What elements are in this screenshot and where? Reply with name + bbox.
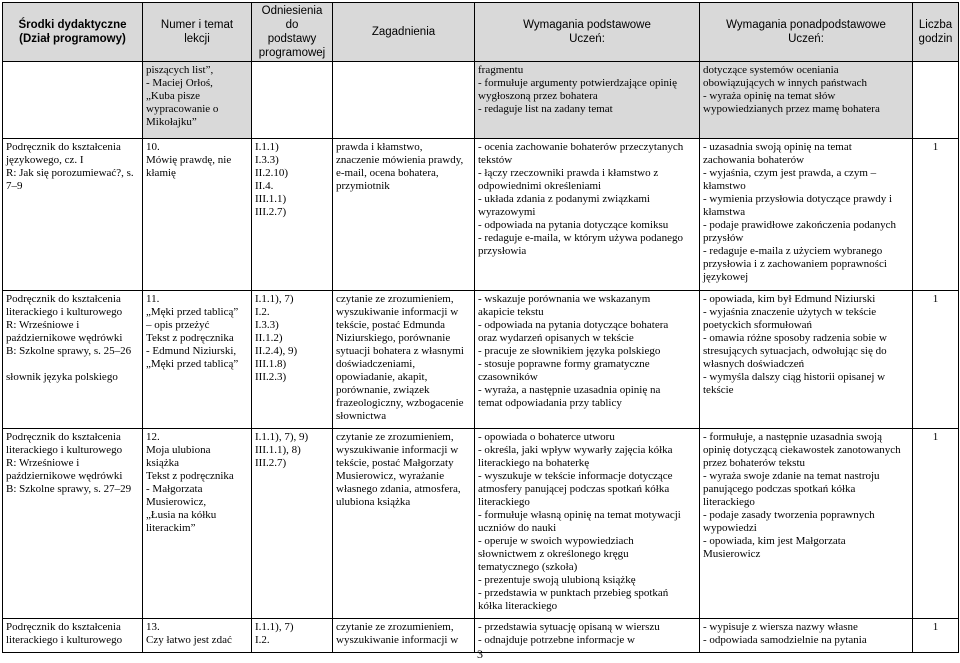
cell-godziny (913, 62, 959, 139)
cell-srodki (3, 62, 143, 139)
cell-ponad: dotyczące systemów oceniania obowiązujących w innych państwach - wyraża opinię na temat słów wypowiedzianych przez mamę bohatera (700, 62, 913, 139)
cell-ponad: - opowiada, kim był Edmund Niziurski - wyjaśnia znaczenie użytych w tekście poetyckich sformułowań - omawia różne sposoby radzenia sobie w stresujących sytuacjach, odwołując się do własnych doświadczeń - wymyśla dalszy ciąg historii opisanej w tekście (700, 291, 913, 429)
table-row (3, 139, 959, 291)
cell-odniesienia: I.1.1), 7), 9) III.1.1), 8) III.2.7) (252, 429, 333, 619)
cell-podstawowe: - przedstawia sytuację opisaną w wierszu - odnajduje potrzebne informacje w (475, 619, 700, 653)
cell-ponad: - formułuje, a następnie uzasadnia swoją opinię dotyczącą ciekawostek zanotowanych przez bohaterów tekstu - wyraża swoje zdanie na temat nastroju panującego podczas spotkań kółka literackiego - podaje zasady tworzenia poprawnych wypowiedzi - opowiada, kim jest Małgorzata Musierowicz (700, 429, 913, 619)
cell-godziny: 1 (913, 619, 959, 653)
table-header-row (3, 3, 959, 62)
cell-odniesienia: I.1.1), 7) I.2. I.3.3) II.1.2) II.2.4), 9) III.1.8) III.2.3) (252, 291, 333, 429)
table-row (3, 291, 959, 429)
header-lekcja: Numer i temat lekcji (143, 3, 252, 62)
cell-lekcja: 10. Mówię prawdę, nie kłamię (143, 139, 252, 291)
table-row (3, 62, 959, 139)
header-godziny: Liczba godzin (913, 3, 959, 62)
cell-podstawowe: - opowiada o bohaterce utworu - określa, jaki wpływ wywarły zajęcia kółka literackiego na bohaterkę - wyszukuje w tekście informacje dotyczące atmosfery panującej podczas spotkań kółka literackiego - formułuje własną opinię na temat motywacji uczniów do nauki - operuje w swoich wypowiedziach słownictwem z określonego kręgu tematycznego (szkoła) - prezentuje swoją ulubioną książkę - przedstawia w punktach przebieg spotkań kółka literackiego (475, 429, 700, 619)
cell-srodki: Podręcznik do kształcenia literackiego i kulturowego (3, 619, 143, 653)
cell-zagadnienia: czytanie ze zrozumieniem, wyszukiwanie informacji w tekście, postać Edmunda Niziurskiego, porównanie sytuacji bohatera z własnymi doświadczeniami, opowiadanie, akapit, porównanie, związek frazeologiczny, wzbogacenie słownictwa (333, 291, 475, 429)
cell-zagadnienia: prawda i kłamstwo, znaczenie mówienia prawdy, e-mail, ocena bohatera, przymiotnik (333, 139, 475, 291)
cell-podstawowe: - wskazuje porównania we wskazanym akapicie tekstu - odpowiada na pytania dotyczące bohatera oraz wydarzeń opisanych w tekście - pracuje ze słownikiem języka polskiego - stosuje poprawne formy gramatyczne czasowników - wyraża, a następnie uzasadnia opinię na temat odpowiadania przy tablicy (475, 291, 700, 429)
cell-godziny: 1 (913, 139, 959, 291)
header-ponad: Wymagania ponadpodstawowe Uczeń: (700, 3, 913, 62)
cell-odniesienia: I.1.1) I.3.3) II.2.10) II.4. III.1.1) III.2.7) (252, 139, 333, 291)
cell-lekcja: 13. Czy łatwo jest zdać (143, 619, 252, 653)
cell-podstawowe: fragmentu - formułuje argumenty potwierdzające opinię wygłoszoną przez bohatera - redaguje list na zadany temat (475, 62, 700, 139)
cell-odniesienia (252, 62, 333, 139)
header-odniesienia: Odniesienia do podstawy programowej (252, 3, 333, 62)
cell-lekcja: piszących list”, - Maciej Orłoś, „Kuba pisze wypracowanie o Mikołajku” (143, 62, 252, 139)
cell-srodki: Podręcznik do kształcenia językowego, cz. I R: Jak się porozumiewać?, s. 7–9 (3, 139, 143, 291)
cell-ponad: - uzasadnia swoją opinię na temat zachowania bohaterów - wyjaśnia, czym jest prawda, a czym – kłamstwo - wymienia przysłowia dotyczące prawdy i kłamstwa - podaje prawidłowe zakończenia podanych przysłów - redaguje e-maila z użyciem wybranego przysłowia i z zachowaniem poprawności językowej (700, 139, 913, 291)
cell-srodki: Podręcznik do kształcenia literackiego i kulturowego R: Wrześniowe i październikowe wędrówki B: Szkolne sprawy, s. 27–29 (3, 429, 143, 619)
curriculum-table (2, 2, 959, 653)
cell-lekcja: 12. Moja ulubiona książka Tekst z podręcznika - Małgorzata Musierowicz, „Łusia na kółku literackim” (143, 429, 252, 619)
cell-zagadnienia: czytanie ze zrozumieniem, wyszukiwanie informacji w tekście, postać Małgorzaty Musierowicz, wyrażanie własnego zdania, atmosfera, ulubiona książka (333, 429, 475, 619)
cell-srodki: Podręcznik do kształcenia literackiego i kulturowego R: Wrześniowe i październikowe wędrówki B: Szkolne sprawy, s. 25–26 słownik języka polskiego (3, 291, 143, 429)
cell-odniesienia: I.1.1), 7) I.2. (252, 619, 333, 653)
cell-ponad: - wypisuje z wiersza nazwy własne - odpowiada samodzielnie na pytania (700, 619, 913, 653)
header-srodki: Środki dydaktyczne (Dział programowy) (3, 3, 143, 62)
table-row (3, 429, 959, 619)
cell-zagadnienia: czytanie ze zrozumieniem, wyszukiwanie informacji w (333, 619, 475, 653)
cell-podstawowe: - ocenia zachowanie bohaterów przeczytanych tekstów - łączy rzeczowniki prawda i kłamstwo z odpowiednimi określeniami - układa zdania z podanymi związkami wyrazowymi - odpowiada na pytania dotyczące komiksu - redaguje e-maila, w którym używa podanego przysłowia (475, 139, 700, 291)
cell-zagadnienia (333, 62, 475, 139)
cell-godziny: 1 (913, 291, 959, 429)
document-page (2, 2, 958, 653)
cell-godziny: 1 (913, 429, 959, 619)
header-podstawowe: Wymagania podstawowe Uczeń: (475, 3, 700, 62)
page-number: 3 (477, 647, 483, 661)
cell-lekcja: 11. „Męki przed tablicą” – opis przeżyć Tekst z podręcznika - Edmund Niziurski, „Męki przed tablicą” (143, 291, 252, 429)
header-zagadnienia: Zagadnienia (333, 3, 475, 62)
